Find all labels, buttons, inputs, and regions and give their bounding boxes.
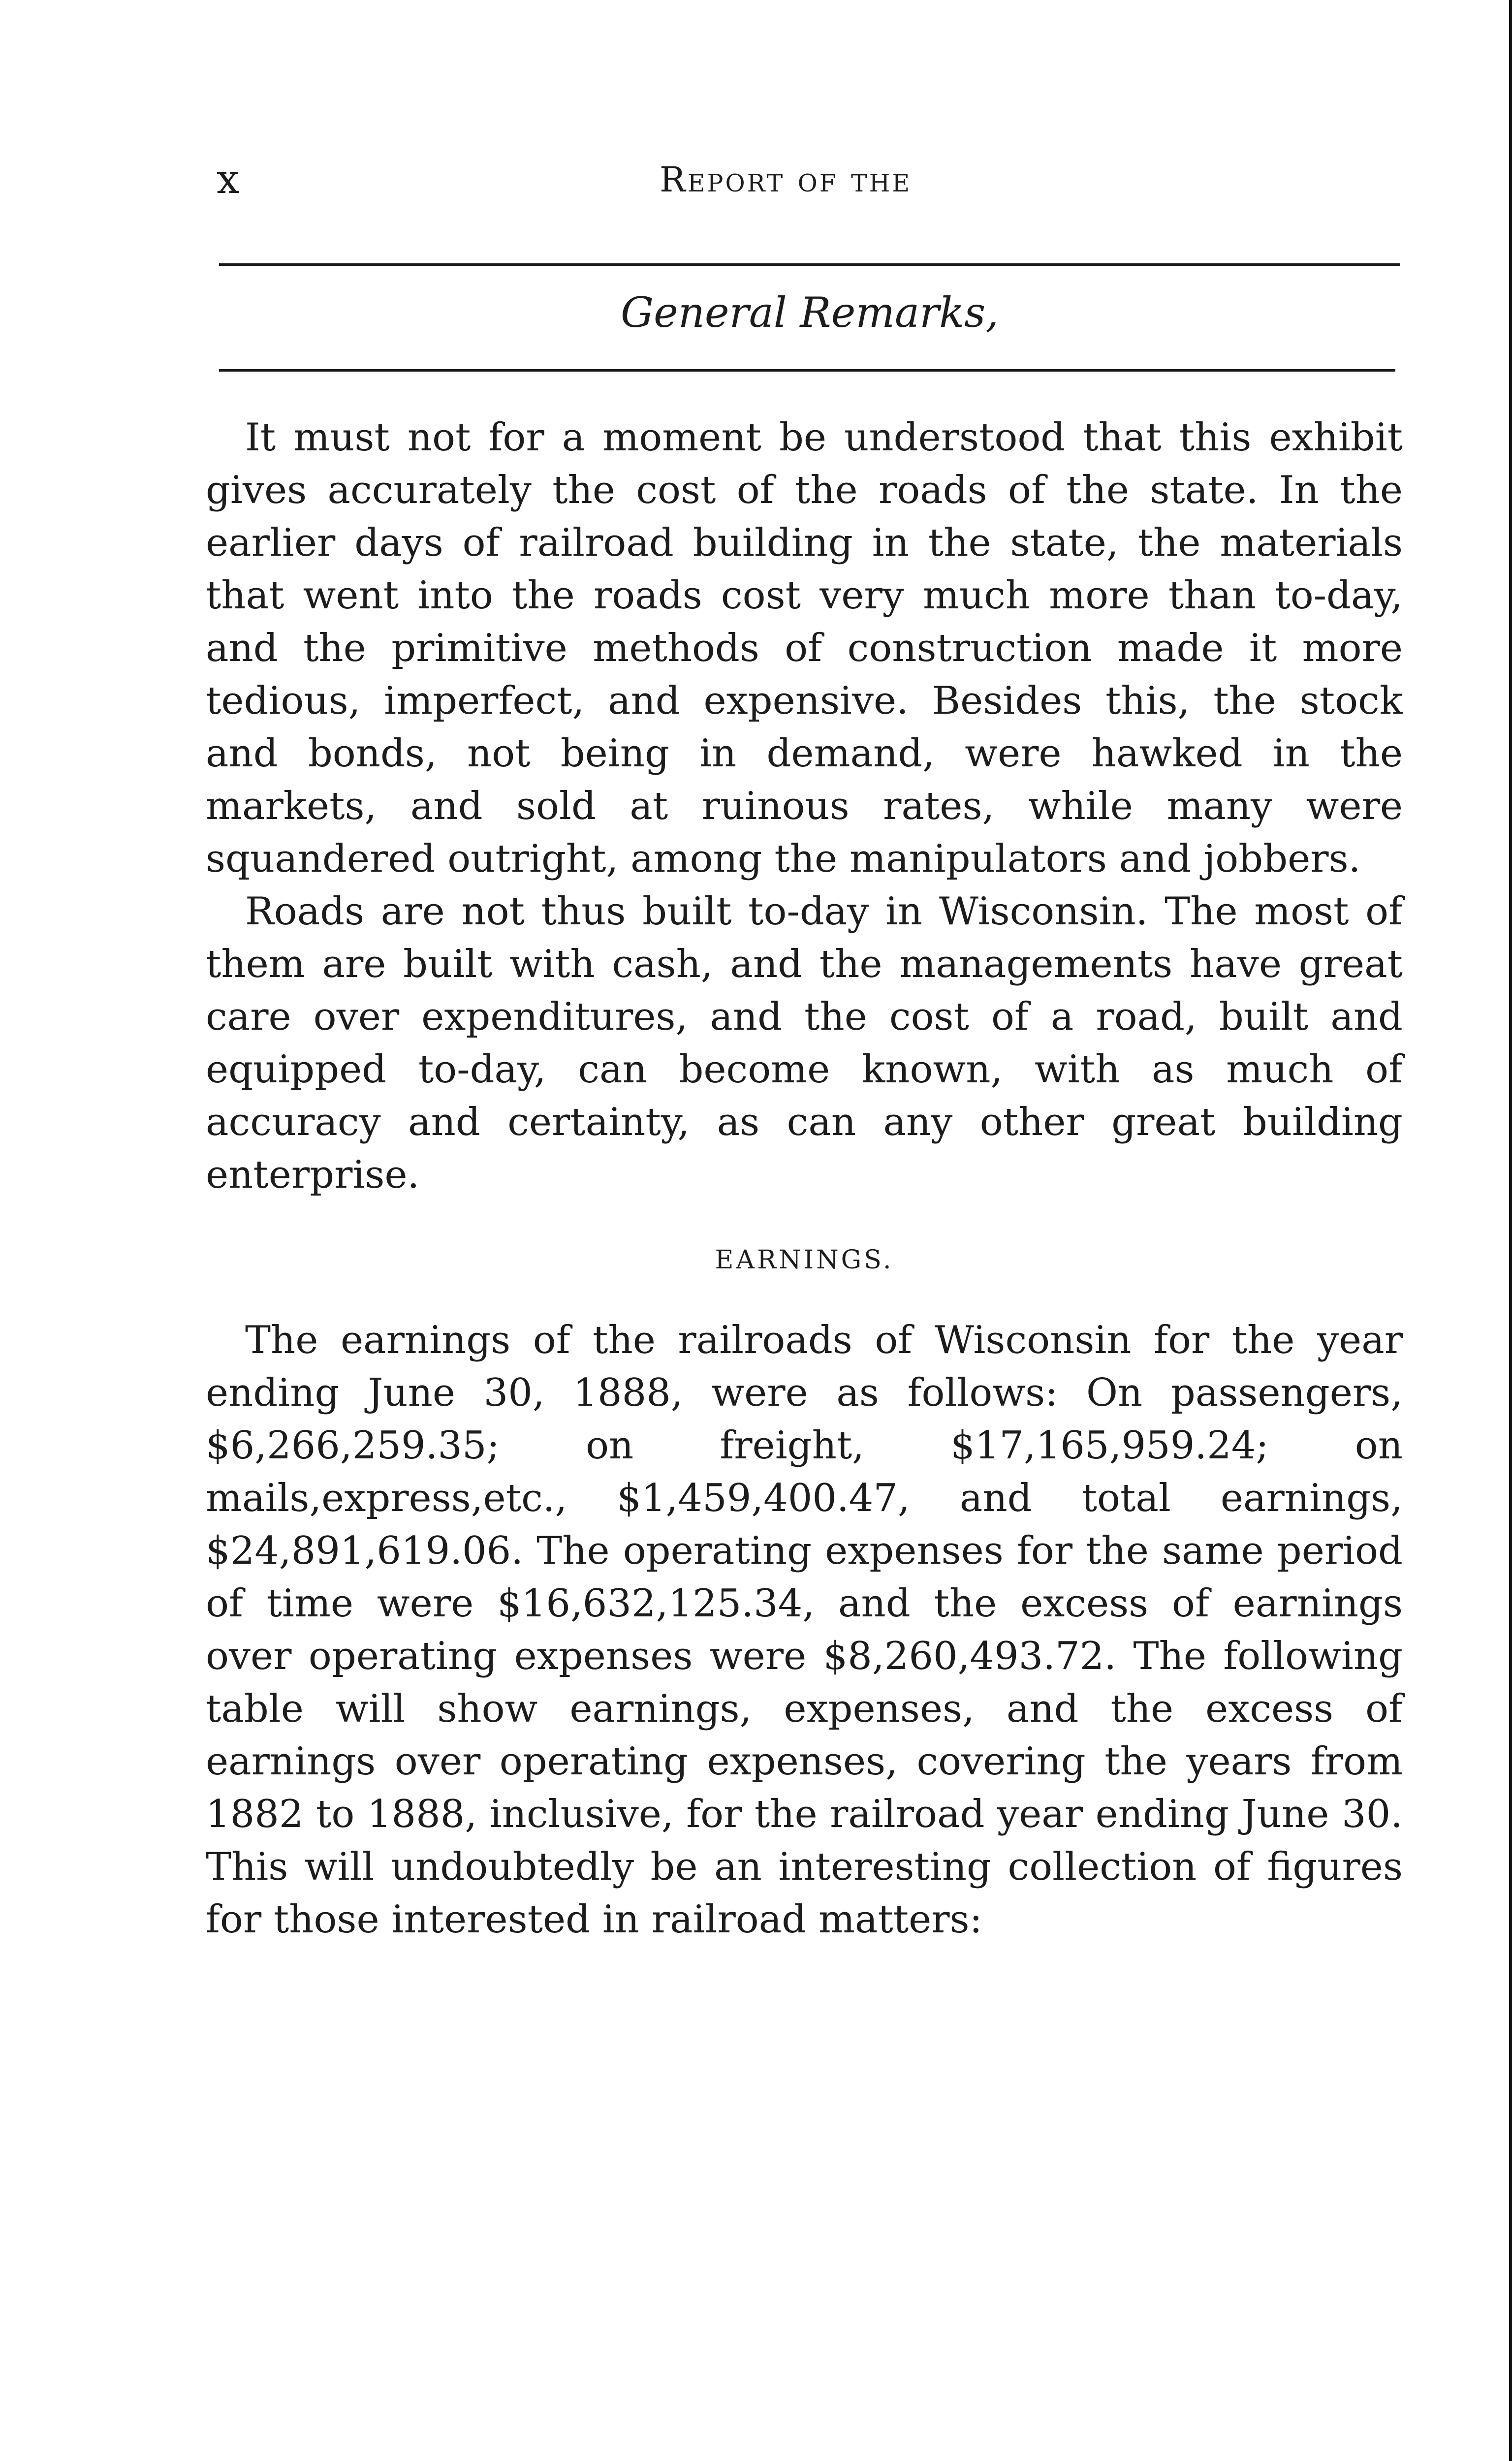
section-title: General Remarks, (621, 288, 999, 337)
top-rule (219, 263, 1400, 266)
earnings-body (206, 1314, 1403, 1946)
paragraph-cost-exhibit: It must not for a moment be understood that this exhibit gives accurately the cost of the roads of the state. In the earlier days of railroad building in the state, the materials that went into the roads cost very much more than to-day, and the primitive methods of construction made it more tedious, imperfect, and expensive. Besides this, the stock and bonds, not being in demand, were hawked in the markets, and sold at ruinous rates, while many were squandered outright, among the manipulators and jobbers. (206, 415, 1403, 881)
page-edge (1509, 0, 1512, 2461)
earnings-heading: EARNINGS. (715, 1245, 894, 1275)
page-number: x (217, 156, 240, 203)
general-remarks-body (206, 411, 1403, 1201)
paragraph-earnings: The earnings of the railroads of Wisconsin for the year ending June 30, 1888, were as follows: On passengers, $6,266,259.35; on freight, $17,165,959.24; on mails,express,etc., $1,459,400.47, and total earnings, $24,891,619.06. The operating expenses for the same period of time were $16,632,125.34, and the excess of earnings over operating expenses were $8,260,493.72. The following table will show earnings, expenses, and the excess of earnings over operating expenses, covering the years from 1882 to 1888, inclusive, for the railroad year ending June 30. This will undoubtedly be an interesting collection of figures for those interested in railroad matters: (206, 1318, 1403, 1942)
paragraph-roads-today: Roads are not thus built to-day in Wisconsin. The most of them are built with cash, and the managements have great care over expenditures, and the cost of a road, built and equipped to-day, can become known, with as much of accuracy and certainty, as can any other great building enterprise. (206, 889, 1403, 1197)
bottom-rule (219, 369, 1395, 372)
page-header (217, 153, 1398, 212)
running-head: Report of the (660, 159, 912, 200)
